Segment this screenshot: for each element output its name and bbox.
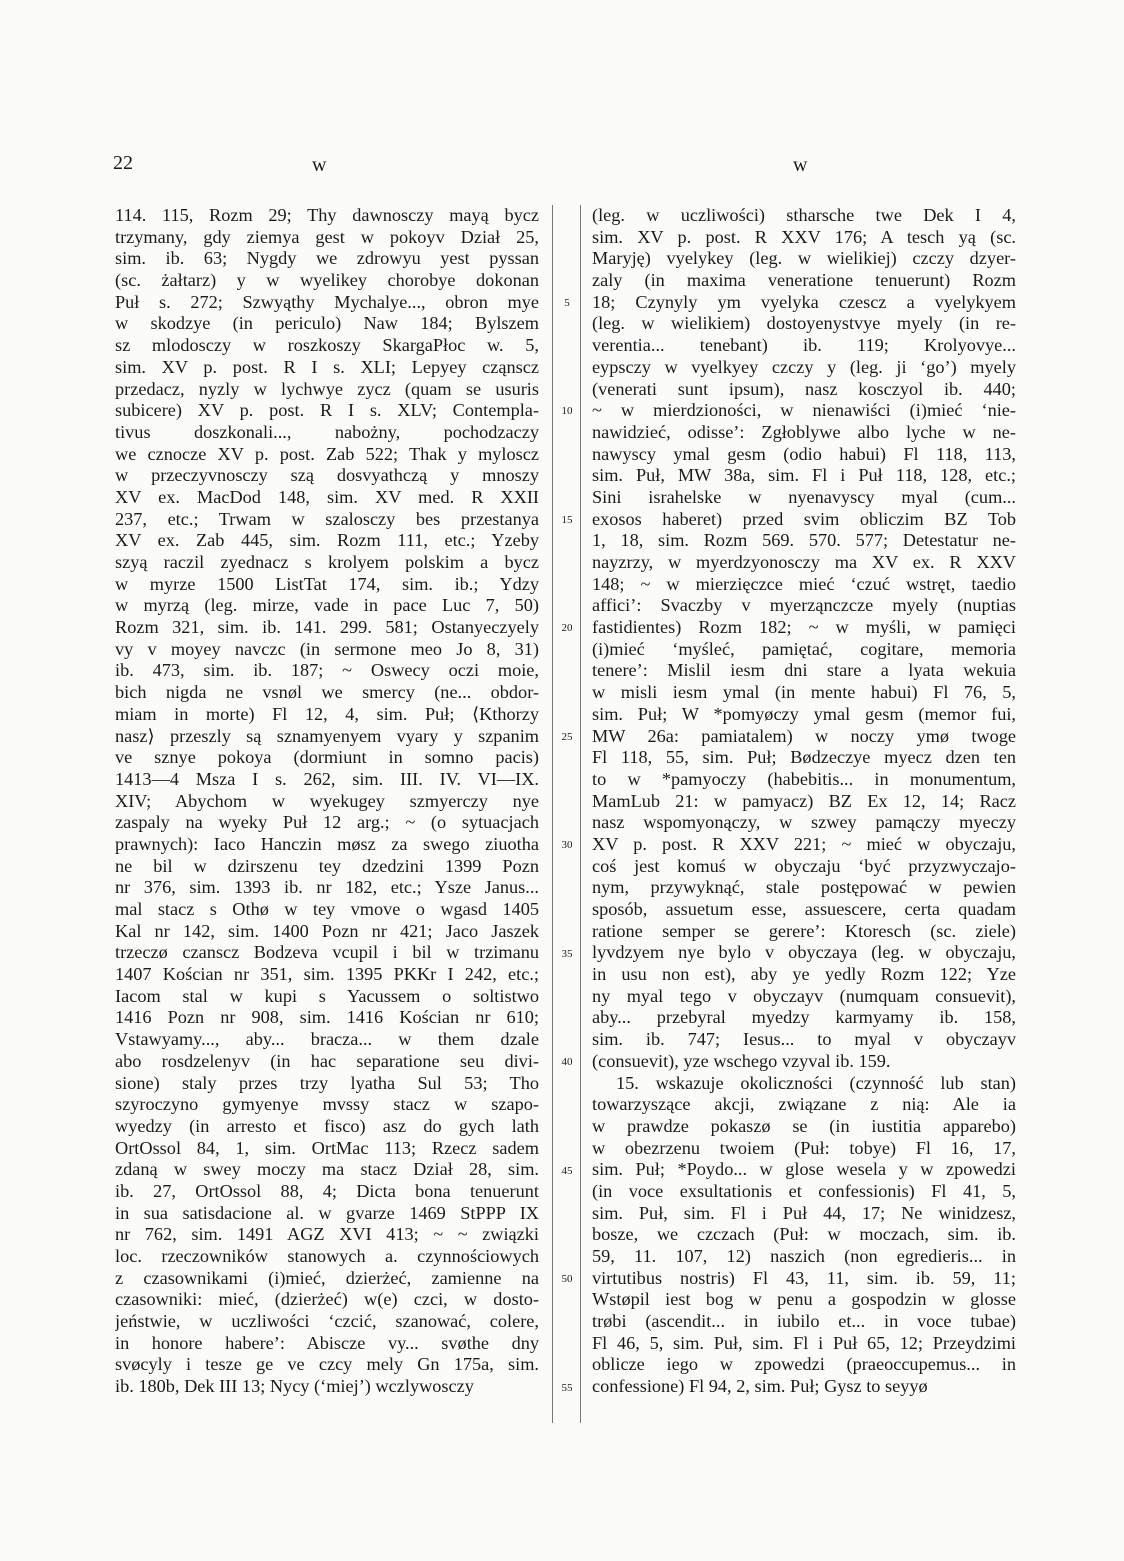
running-head-right: w xyxy=(793,154,808,176)
running-head-left: w xyxy=(312,154,327,176)
text-line: XIV; Abychom w wyekugey szmyerczy nye xyxy=(115,790,539,811)
text-line: 18; Czynyly ym vyelyka czescz a vyelykyem xyxy=(592,291,1016,312)
text-line: ne bil w dzirszenu tey dzedzini 1399 Pozn xyxy=(115,855,539,876)
text-line: MW 26a: pamiatalem) w noczy ymø twoge xyxy=(592,725,1016,746)
text-line: (leg. w wielikiem) dostoyenystvye myely (in re- xyxy=(592,313,1016,334)
text-line: nr 762, sim. 1491 AGZ XVI 413; ~ ~ związki xyxy=(115,1224,539,1245)
text-line: we cznocze XV p. post. Zab 522; Thak y myloscz xyxy=(115,443,539,464)
text-line: Wstøpil iest bog w penu a gospodzin w glosse xyxy=(592,1289,1016,1310)
text-line: nayzrzy, w myerdzyonosczy ma XV ex. R XXV xyxy=(592,552,1016,572)
text-line: trzeczø czanscz Bodzeva vcupil i bil w trzimanu xyxy=(115,942,539,963)
text-line: trzymany, gdy ziemya gest w pokoyv Dział 25, xyxy=(115,226,539,247)
text-line: aby... przebyral myedzy karmyamy ib. 158, xyxy=(592,1007,1016,1028)
text-line: XV ex. MacDod 148, sim. XV med. R XXII xyxy=(115,486,539,507)
text-line: towarzyszące akcji, związane z nią: Ale ia xyxy=(592,1094,1016,1115)
text-line: w misli iesm ymal (in mente habui) Fl 76, 5, xyxy=(592,682,1016,703)
text-line: 59, 11. 107, 12) naszich (non egredieris... in xyxy=(592,1246,1016,1266)
text-line: Iacom stal w kupi s Yacussem o soltistwo xyxy=(115,985,539,1006)
text-line: nawidzieć, odisse’: Zgłoblywe albo lyche w ne- xyxy=(592,421,1016,442)
text-line: abo rosdzelenyv (in hac separatione seu divi- xyxy=(115,1050,539,1071)
line-number: 55 xyxy=(561,1381,573,1394)
text-line: 1, 18, sim. Rozm 569. 570. 577; Detestatur ne- xyxy=(592,530,1016,551)
text-line: Puł s. 272; Szwyąthy Mychalye..., obron mye xyxy=(115,291,539,312)
text-line: zaly (in maxima veneratione tenuerunt) Rozm xyxy=(592,270,1016,291)
text-line: zdaną w swey moczy ma stacz Dział 28, sim. xyxy=(115,1159,539,1180)
text-line: oblicze iego w zpowedzi (praeoccupemus... in xyxy=(592,1354,1016,1375)
text-line: w przeczyvnosczy szą dosvyathczą y mnoszy xyxy=(115,465,539,486)
text-line: sim. Puł, sim. Fl i Puł 44, 17; Ne winidzesz, xyxy=(592,1202,1016,1223)
text-line: (i)mieć ‘myśleć, pamiętać, cogitare, memoria xyxy=(592,638,1016,659)
text-line: 148; ~ w mierzięczce mieć ‘czuć wstręt, taedio xyxy=(592,573,1016,594)
text-line: 237, etc.; Trwam w szalosczy bes przestanya xyxy=(115,508,539,529)
text-line: XV p. post. R XXV 221; ~ mieć w obyczaju, xyxy=(592,833,1016,854)
line-number: 10 xyxy=(561,405,573,418)
text-line: ny myal tego v obyczayv (numquam consuevit), xyxy=(592,985,1016,1006)
text-line: jeństwie, w uczliwości ‘czcić, szanować, colere, xyxy=(115,1311,539,1332)
line-number: 35 xyxy=(561,947,573,960)
text-line: sim. XV p. post. R I s. XLI; Lepyey cząnscz xyxy=(115,356,539,377)
text-line: sz mlodosczy w roszkoszy SkargaPłoc w. 5, xyxy=(115,335,539,356)
text-line: ~ w mierdzioności, w nienawiści (i)mieć ‘nie- xyxy=(592,400,1016,421)
text-line: zaspaly na wyeky Puł 12 arg.; ~ (o sytuacjach xyxy=(115,812,539,833)
text-line: (leg. w uczliwości) stharsche twe Dek I 4, xyxy=(592,205,1016,225)
text-line: eypsczy w vyelkyey czczy y (leg. ji ‘go’) myely xyxy=(592,356,1016,377)
text-line: virtutibus nostris) Fl 43, 11, sim. ib. 59, 11; xyxy=(592,1267,1016,1288)
text-line: sim. ib. 747; Iesus... to myal v obyczayv xyxy=(592,1029,1016,1050)
line-number: 30 xyxy=(561,839,573,852)
text-line: 1416 Pozn nr 908, sim. 1416 Kościan nr 610; xyxy=(115,1007,539,1028)
text-line: fastidientes) Rozm 182; ~ w myśli, w pamięci xyxy=(592,617,1016,638)
text-line: ve sznye pokoya (dormiunt in somno pacis) xyxy=(115,747,539,768)
text-line: in usu non est), aby ye yedly Rozm 122; Yze xyxy=(592,964,1016,985)
line-number: 50 xyxy=(561,1273,573,1286)
text-line: confessione) Fl 94, 2, sim. Puł; Gysz to seyyø xyxy=(592,1376,928,1397)
text-line: Vstawyamy..., aby... bracza... w them dzale xyxy=(115,1029,539,1050)
text-line: Rozm 321, sim. ib. 141. 299. 581; Ostanyeczyely xyxy=(115,617,539,638)
text-line: bosze, we czczach (Puł: w moczach, sim. ib. xyxy=(592,1224,1016,1245)
text-line: 1407 Kościan nr 351, sim. 1395 PKKr I 242, etc.; xyxy=(115,964,539,985)
text-line: prawnych): Iaco Hanczin møsz za swego ziuotha xyxy=(115,833,539,854)
text-line: szyą raczil zyednacz s krolyem polskim a bycz xyxy=(115,552,539,572)
text-line: nym, przywyknąć, stale postępować w pewien xyxy=(592,877,1016,898)
text-line: subicere) XV p. post. R I s. XLV; Contempla- xyxy=(115,400,539,421)
text-line: ib. 27, OrtOssol 88, 4; Dicta bona tenuerunt xyxy=(115,1180,539,1201)
text-line: OrtOssol 84, 1, sim. OrtMac 113; Rzecz sadem xyxy=(115,1137,539,1158)
text-line: z czasownikami (i)mieć, dzierżeć, zamienne na xyxy=(115,1267,539,1288)
text-line: Fl 118, 55, sim. Puł; Bødzeczye myecz dzen ten xyxy=(592,747,1016,768)
text-line: ratione semper se gerere’: Ktoresch (sc. ziele) xyxy=(592,920,1016,941)
text-line: nasz⟩ przeszly są sznamyenyem vyary y szpanim xyxy=(115,725,539,746)
text-line: 1413—4 Msza I s. 262, sim. III. IV. VI—IX. xyxy=(115,768,539,789)
text-line: przedacz, nyzly w lychwye zycz (quam se usuris xyxy=(115,378,539,399)
line-number: 5 xyxy=(564,296,570,309)
text-line: trøbi (ascendit... in iubilo et... in voce tubae) xyxy=(592,1311,1016,1332)
text-line: nawyscy ymal gesm (odio habui) Fl 118, 113, xyxy=(592,443,1016,464)
text-line: sim. XV p. post. R XXV 176; A tesch yą (sc. xyxy=(592,226,1016,247)
text-line: lyvdzyem nye bylo v obyczaya (leg. w obyczaju, xyxy=(592,942,1016,963)
line-number: 15 xyxy=(561,513,573,526)
text-line: ib. 180b, Dek III 13; Nycy (‘miej’) wczlywosczy xyxy=(115,1376,474,1397)
text-line: sim. Puł, MW 38a, sim. Fl i Puł 118, 128, etc.; xyxy=(592,465,1016,486)
line-number: 20 xyxy=(561,622,573,635)
text-line: 15. wskazuje okoliczności (czynność lub stan) xyxy=(616,1072,1016,1093)
text-line: w skodzye (in periculo) Naw 184; Bylszem xyxy=(115,313,539,334)
text-line: svøcyly i tesze ge ve czcy mely Gn 175a, sim. xyxy=(115,1354,539,1375)
text-line: (venerati sunt ipsum), nasz kosczyol ib. 440; xyxy=(592,378,1016,399)
text-line: 114. 115, Rozm 29; Thy dawnosczy mayą bycz xyxy=(115,205,539,225)
text-line: szyroczyno gymyenye mvssy stacz w szapo- xyxy=(115,1094,539,1115)
text-line: sione) staly przes trzy lyatha Sul 53; Tho xyxy=(115,1072,539,1093)
line-number: 25 xyxy=(561,730,573,743)
text-line: MamLub 21: w pamyacz) BZ Ex 12, 14; Racz xyxy=(592,790,1016,811)
text-line: Kal nr 142, sim. 1400 Pozn nr 421; Jaco Jaszek xyxy=(115,920,539,941)
text-line: w myrzą (leg. mirze, vade in pace Luc 7, 50) xyxy=(115,595,539,616)
text-line: w prawdze pokaszø se (in iustitia apparebo) xyxy=(592,1115,1016,1136)
text-line: czasowniki: mieć, (dzierżeć) w(e) czci, w dosto- xyxy=(115,1289,539,1310)
left-text-column xyxy=(115,205,539,1398)
page-number: 22 xyxy=(113,152,133,174)
text-line: in sua satisdacione al. w gvarze 1469 StPPP IX xyxy=(115,1202,539,1223)
text-line: exosos haberet) przed svim obliczim BZ Tob xyxy=(592,508,1016,529)
text-line: verentia... tenebant) ib. 119; Krolyovye... xyxy=(592,335,1016,356)
text-line: XV ex. Zab 445, sim. Rozm 111, etc.; Yzeby xyxy=(115,530,539,551)
text-line: wyedzy (in arresto et fisco) asz do gych lath xyxy=(115,1115,539,1136)
text-line: (sc. żałtarz) y w wyelikey chorobye dokonan xyxy=(115,270,539,291)
column-rule-right xyxy=(580,205,581,1423)
text-line: to w *pamyoczy (habebitis... in monumentum, xyxy=(592,768,1016,789)
text-line: nasz wspomyonączy, w szwey pamączy myeczy xyxy=(592,812,1016,833)
text-line: Sini israhelske w nyenavyscy myal (cum... xyxy=(592,486,1016,507)
text-line: w myrze 1500 ListTat 174, sim. ib.; Ydzy xyxy=(115,573,539,594)
text-line: sim. Puł; *Poydo... w glose wesela y w zpowedzi xyxy=(592,1159,1016,1180)
right-text-column xyxy=(592,205,1016,1398)
text-line: Fl 46, 5, sim. Puł, sim. Fl i Puł 65, 12; Przeydzimi xyxy=(592,1332,1016,1353)
text-line: tivus doszkonali..., nabożny, pochodzaczy xyxy=(115,421,539,442)
text-line: sposób, assuetum esse, assuescere, certa quadam xyxy=(592,899,1016,919)
text-line: bich nigda ne vsnøl we smercy (ne... obdor- xyxy=(115,682,539,703)
text-line: affici’: Svaczby v myerząnczcze myely (nuptias xyxy=(592,595,1016,616)
text-line: sim. Puł; W *pomyøczy ymal gesm (memor fui, xyxy=(592,703,1016,724)
text-line: in honore habere’: Abiscze vy... svøthe dny xyxy=(115,1332,539,1353)
text-line: w obezrzenu twoiem (Puł: tobye) Fl 16, 17, xyxy=(592,1137,1016,1158)
line-number: 45 xyxy=(561,1164,573,1177)
text-line: ib. 473, sim. ib. 187; ~ Oswecy oczi moie, xyxy=(115,660,539,681)
text-line: vy v moyey navczc (in sermone meo Jo 8, 31) xyxy=(115,638,539,659)
column-rule-left xyxy=(552,205,553,1423)
text-line: sim. ib. 63; Nygdy we zdrowyu yest pyssan xyxy=(115,248,539,269)
text-line: tenere’: Mislil iesm dni stare a lyata wekuia xyxy=(592,660,1016,681)
text-line: (in voce exsultationis et confessionis) Fl 41, 5, xyxy=(592,1180,1016,1201)
text-line: mal stacz s Othø w tey vmove o wgasd 1405 xyxy=(115,899,539,919)
line-number: 40 xyxy=(561,1056,573,1069)
text-line: Maryję) vyelykey (leg. w wielikiej) czczy dzyer- xyxy=(592,248,1016,269)
text-line: loc. rzeczowników stanowych a. czynnościowych xyxy=(115,1246,539,1266)
text-line: coś jest komuś w obyczaju ‘być przyzwyczajo- xyxy=(592,855,1016,876)
text-line: miam in morte) Fl 12, 4, sim. Puł; ⟨Kthorzy xyxy=(115,703,539,724)
text-line: nr 376, sim. 1393 ib. nr 182, etc.; Ysze Janus... xyxy=(115,877,539,898)
text-line: (consuevit), yze wschego vzyval ib. 159. xyxy=(592,1050,891,1071)
